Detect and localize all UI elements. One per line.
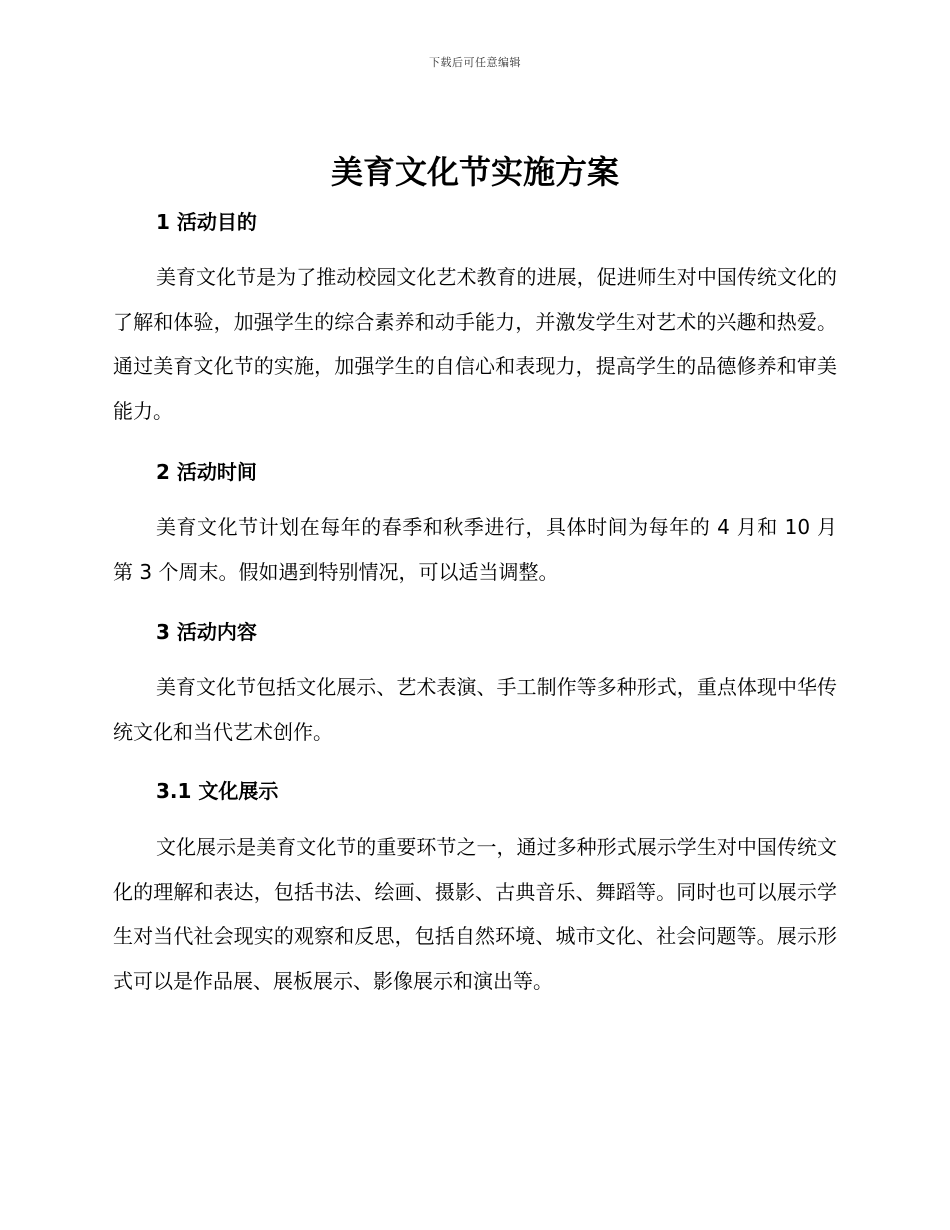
section-body-purpose: 美育文化节是为了推动校园文化艺术教育的进展，促进师生对中国传统文化的了解和体验，加强学生的综合素养和动手能力，并激发学生对艺术的兴趣和热爱。通过美育文化节的实施，加强学生的自信心和表现力，提高学生的品德修养和审美能力。 [113, 265, 837, 423]
section-heading-content: 3 活动内容 [156, 620, 257, 644]
document-title: 美育文化节实施方案 [330, 153, 619, 191]
section-body-time: 美育文化节计划在每年的春季和秋季进行，具体时间为每年的 4 月和 10 月第 3 个周末。假如遇到特别情况，可以适当调整。 [113, 515, 837, 584]
section-body-content: 美育文化节包括文化展示、艺术表演、手工制作等多种形式，重点体现中华传统文化和当代艺术创作。 [113, 675, 837, 744]
section-heading-purpose: 1 活动目的 [156, 210, 257, 234]
section-heading-culture-display: 3.1 文化展示 [156, 779, 279, 803]
page-header-note: 下载后可任意编辑 [429, 56, 521, 69]
section-heading-time: 2 活动时间 [156, 460, 257, 484]
section-body-culture-display: 文化展示是美育文化节的重要环节之一，通过多种形式展示学生对中国传统文化的理解和表达，包括书法、绘画、摄影、古典音乐、舞蹈等。同时也可以展示学生对当代社会现实的观察和反思，包括自然环境、城市文化、社会问题等。展示形式可以是作品展、展板展示、影像展示和演出等。 [113, 835, 837, 993]
